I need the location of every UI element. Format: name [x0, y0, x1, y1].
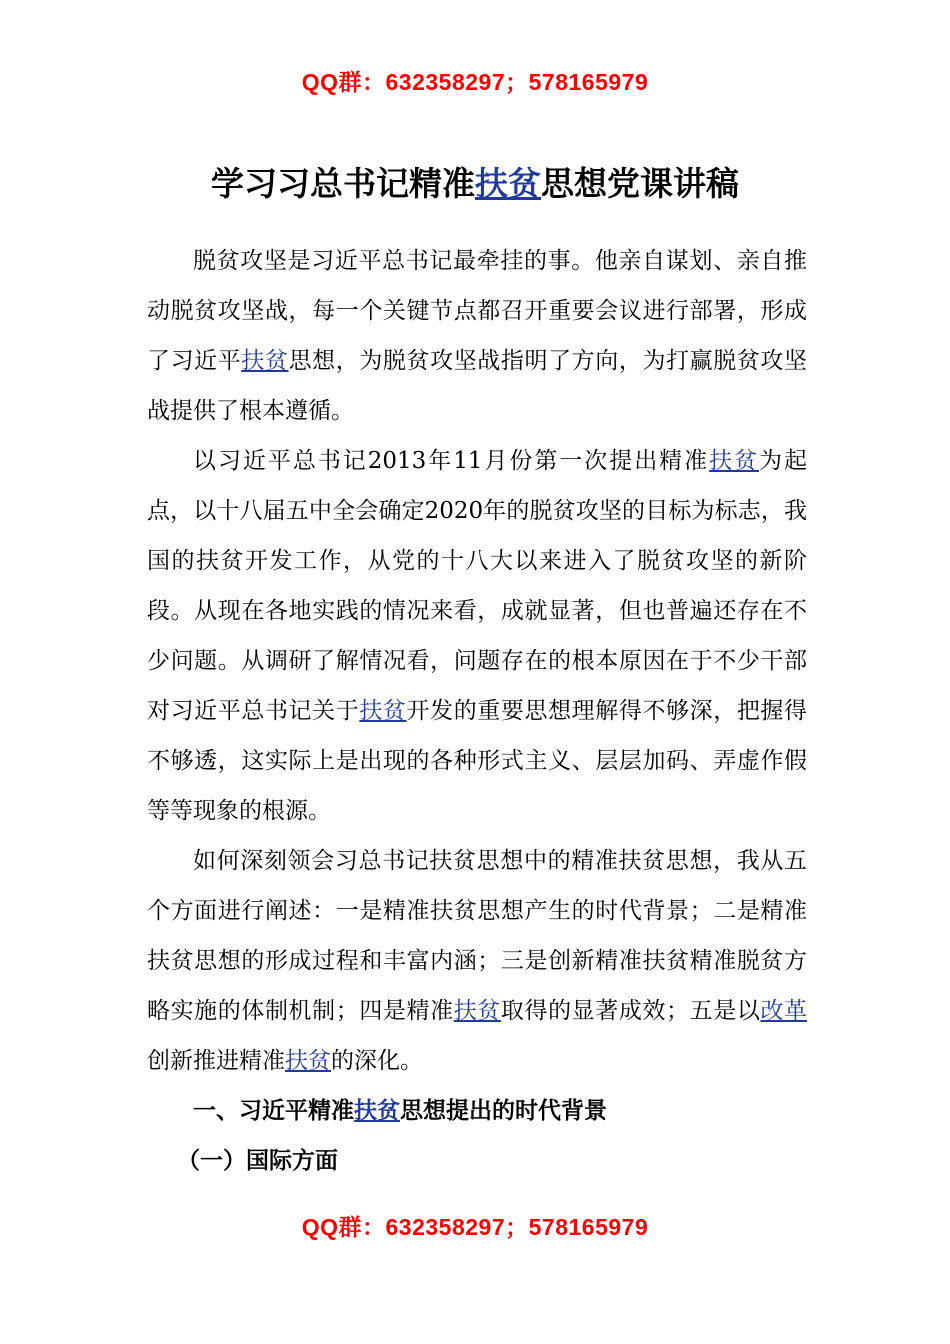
- paragraph-3-text-c: 创新推进精准: [147, 1048, 285, 1074]
- paragraph-2-link-fupin-1[interactable]: 扶贫: [709, 448, 760, 474]
- section-heading-1: [147, 1086, 807, 1136]
- section-heading-1-post: 思想提出的时代背景: [400, 1098, 607, 1124]
- title-text-post: 思想党课讲稿: [541, 164, 739, 203]
- paragraph-1-text-b: 思想，为脱贫攻坚战指明了方向，为打赢脱贫攻坚战提供了根本遵循。: [147, 348, 808, 424]
- qq-group-banner-top: QQ群：632358297；578165979: [301, 69, 649, 95]
- paragraph-3-link-gaige[interactable]: 改革: [760, 998, 808, 1024]
- paragraph-1-text-a: 脱贫攻坚是习近平总书记最牵挂的事。他亲自谋划、亲自推动脱贫攻坚战，每一个关键节点都召开重要会议进行部署，形成了习近平: [147, 248, 807, 374]
- title-link-fupin[interactable]: 扶贫: [475, 164, 541, 203]
- document-title: [0, 162, 950, 206]
- paragraph-3-text-a: 如何深刻领会习总书记扶贫思想中的精准扶贫思想，我从五个方面进行阐述：一是精准扶贫思想产生的时代背景；二是精准扶贫思想的形成过程和丰富内涵；三是创新精准扶贫精准脱贫方略实施的体制机制；四是精准: [147, 848, 807, 1024]
- qq-group-banner-bottom: QQ群：632358297；578165979: [301, 1214, 649, 1240]
- section-heading-1-link-fupin[interactable]: 扶贫: [354, 1098, 400, 1124]
- document-body: [147, 236, 807, 1186]
- paragraph-2-link-fupin-2[interactable]: 扶贫: [359, 698, 407, 724]
- paragraph-1: [147, 236, 807, 436]
- paragraph-2: [147, 436, 807, 836]
- paragraph-3-text-d: 的深化。: [331, 1048, 423, 1074]
- paragraph-3-link-fupin-2[interactable]: 扶贫: [285, 1048, 331, 1074]
- section-heading-1-pre: 一、习近平精准: [193, 1098, 354, 1124]
- paragraph-3: [147, 836, 807, 1086]
- paragraph-2-text-b: 为起点，以十八届五中全会确定2020年的脱贫攻坚的目标为标志，我国的扶贫开发工作，从党的十八大以来进入了脱贫攻坚的新阶段。从现在各地实践的情况来看，成就显著，但也普遍还存在不少问题。从调研了解情况看，问题存在的根本原因在于不少干部对习近平总书记关于: [147, 448, 808, 724]
- title-text-pre: 学习习总书记精准: [211, 164, 475, 203]
- paragraph-1-link-fupin[interactable]: 扶贫: [241, 348, 289, 374]
- paragraph-3-link-fupin-1[interactable]: 扶贫: [453, 998, 501, 1024]
- paragraph-3-text-b: 取得的显著成效；五是以: [500, 998, 761, 1024]
- subsection-heading-1: （一）国际方面: [177, 1148, 338, 1174]
- paragraph-2-text-c: 开发的重要思想理解得不够深，把握得不够透，这实际上是出现的各种形式主义、层层加码、弄虚作假等等现象的根源。: [147, 698, 808, 824]
- paragraph-2-text-a: 以习近平总书记2013年11月份第一次提出精准: [193, 448, 710, 474]
